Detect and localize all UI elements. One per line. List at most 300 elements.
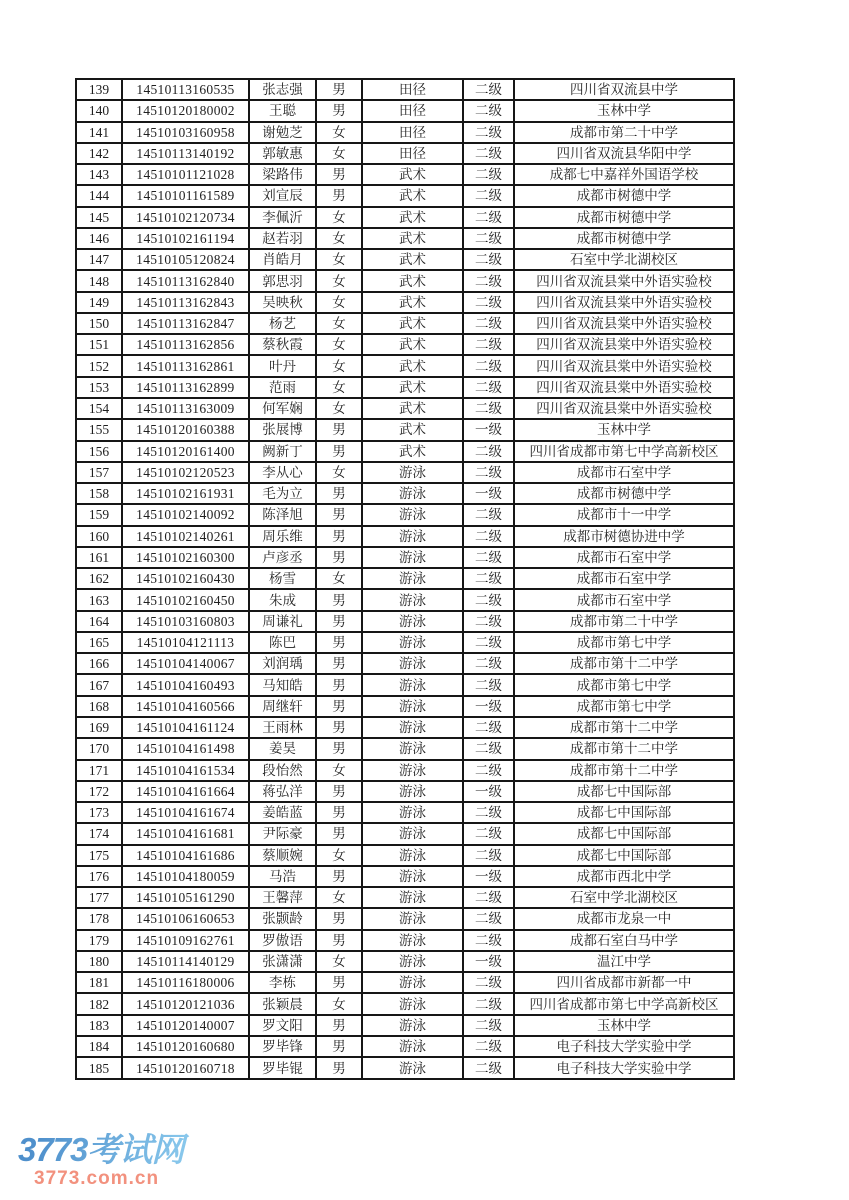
table-row [76, 419, 734, 440]
table-row [76, 1036, 734, 1057]
cell-name: 李栋 [249, 972, 316, 993]
table-row [76, 313, 734, 334]
cell-school: 四川省双流县华阳中学 [514, 143, 734, 164]
cell-name: 周继轩 [249, 696, 316, 717]
cell-sport: 游泳 [362, 526, 463, 547]
cell-index: 169 [76, 717, 122, 738]
cell-level: 二级 [463, 377, 514, 398]
table-row [76, 334, 734, 355]
cell-sport: 田径 [362, 79, 463, 100]
cell-registration_number: 14510104140067 [122, 653, 249, 674]
cell-sport: 游泳 [362, 462, 463, 483]
cell-registration_number: 14510113162856 [122, 334, 249, 355]
cell-level: 二级 [463, 249, 514, 270]
cell-sport: 游泳 [362, 951, 463, 972]
table-row [76, 696, 734, 717]
cell-school: 成都石室白马中学 [514, 930, 734, 951]
cell-level: 二级 [463, 207, 514, 228]
cell-name: 罗毕锟 [249, 1057, 316, 1079]
cell-gender: 女 [316, 568, 362, 589]
cell-sport: 游泳 [362, 993, 463, 1014]
cell-school: 成都市西北中学 [514, 866, 734, 887]
cell-registration_number: 14510102161931 [122, 483, 249, 504]
cell-school: 成都市龙泉一中 [514, 908, 734, 929]
cell-index: 176 [76, 866, 122, 887]
cell-level: 二级 [463, 653, 514, 674]
cell-registration_number: 14510102161194 [122, 228, 249, 249]
cell-level: 二级 [463, 504, 514, 525]
cell-registration_number: 14510102120734 [122, 207, 249, 228]
table-row [76, 887, 734, 908]
cell-sport: 游泳 [362, 632, 463, 653]
cell-name: 陈巴 [249, 632, 316, 653]
cell-level: 二级 [463, 908, 514, 929]
cell-index: 185 [76, 1057, 122, 1079]
cell-name: 梁路伟 [249, 164, 316, 185]
cell-sport: 游泳 [362, 568, 463, 589]
table-row [76, 866, 734, 887]
cell-school: 玉林中学 [514, 100, 734, 121]
table-row [76, 972, 734, 993]
cell-school: 成都七中国际部 [514, 802, 734, 823]
cell-index: 166 [76, 653, 122, 674]
cell-registration_number: 14510102140092 [122, 504, 249, 525]
cell-name: 尹际豪 [249, 823, 316, 844]
cell-name: 罗毕锋 [249, 1036, 316, 1057]
cell-name: 朱成 [249, 589, 316, 610]
cell-sport: 武术 [362, 228, 463, 249]
cell-school: 四川省双流县中学 [514, 79, 734, 100]
cell-level: 二级 [463, 292, 514, 313]
table-row [76, 1015, 734, 1036]
table-row [76, 674, 734, 695]
cell-sport: 游泳 [362, 887, 463, 908]
cell-sport: 游泳 [362, 547, 463, 568]
cell-school: 成都市第七中学 [514, 632, 734, 653]
cell-gender: 女 [316, 270, 362, 291]
cell-gender: 男 [316, 696, 362, 717]
cell-level: 二级 [463, 738, 514, 759]
cell-school: 成都七中国际部 [514, 823, 734, 844]
cell-name: 吴映秋 [249, 292, 316, 313]
cell-level: 二级 [463, 568, 514, 589]
cell-gender: 男 [316, 100, 362, 121]
cell-index: 158 [76, 483, 122, 504]
cell-sport: 游泳 [362, 611, 463, 632]
cell-school: 四川省双流县棠中外语实验校 [514, 355, 734, 376]
cell-name: 王聪 [249, 100, 316, 121]
cell-index: 170 [76, 738, 122, 759]
table-row [76, 292, 734, 313]
cell-level: 二级 [463, 674, 514, 695]
cell-index: 162 [76, 568, 122, 589]
cell-level: 二级 [463, 632, 514, 653]
cell-name: 李佩沂 [249, 207, 316, 228]
cell-registration_number: 14510113163009 [122, 398, 249, 419]
cell-registration_number: 14510101121028 [122, 164, 249, 185]
table-row [76, 79, 734, 100]
cell-school: 成都市第十二中学 [514, 653, 734, 674]
table-row [76, 207, 734, 228]
cell-sport: 武术 [362, 249, 463, 270]
cell-level: 二级 [463, 100, 514, 121]
cell-registration_number: 14510104161681 [122, 823, 249, 844]
table-row [76, 802, 734, 823]
cell-sport: 游泳 [362, 504, 463, 525]
cell-sport: 田径 [362, 100, 463, 121]
cell-name: 李从心 [249, 462, 316, 483]
cell-school: 成都市第二十中学 [514, 122, 734, 143]
cell-level: 二级 [463, 122, 514, 143]
cell-level: 二级 [463, 79, 514, 100]
cell-gender: 女 [316, 143, 362, 164]
cell-school: 成都七中国际部 [514, 781, 734, 802]
cell-registration_number: 14510103160803 [122, 611, 249, 632]
cell-school: 四川省双流县棠中外语实验校 [514, 398, 734, 419]
cell-gender: 男 [316, 547, 362, 568]
cell-name: 罗傲语 [249, 930, 316, 951]
cell-name: 阙新丁 [249, 441, 316, 462]
cell-index: 161 [76, 547, 122, 568]
cell-index: 168 [76, 696, 122, 717]
cell-sport: 游泳 [362, 781, 463, 802]
cell-gender: 男 [316, 674, 362, 695]
cell-registration_number: 14510120160388 [122, 419, 249, 440]
table-row [76, 377, 734, 398]
cell-school: 成都市石室中学 [514, 462, 734, 483]
cell-gender: 女 [316, 398, 362, 419]
cell-gender: 男 [316, 823, 362, 844]
cell-name: 段怡然 [249, 760, 316, 781]
cell-sport: 游泳 [362, 674, 463, 695]
cell-sport: 游泳 [362, 908, 463, 929]
cell-sport: 游泳 [362, 1036, 463, 1057]
cell-gender: 女 [316, 887, 362, 908]
cell-gender: 男 [316, 441, 362, 462]
cell-registration_number: 14510113140192 [122, 143, 249, 164]
cell-sport: 游泳 [362, 845, 463, 866]
cell-gender: 女 [316, 334, 362, 355]
cell-registration_number: 14510113162840 [122, 270, 249, 291]
cell-school: 成都市十一中学 [514, 504, 734, 525]
cell-sport: 游泳 [362, 1057, 463, 1079]
cell-gender: 女 [316, 951, 362, 972]
table-row [76, 270, 734, 291]
cell-index: 152 [76, 355, 122, 376]
cell-level: 二级 [463, 526, 514, 547]
cell-gender: 女 [316, 313, 362, 334]
cell-sport: 游泳 [362, 483, 463, 504]
table-row [76, 441, 734, 462]
cell-name: 周乐维 [249, 526, 316, 547]
table-row [76, 951, 734, 972]
table-row [76, 908, 734, 929]
cell-level: 二级 [463, 611, 514, 632]
cell-gender: 男 [316, 717, 362, 738]
cell-gender: 男 [316, 930, 362, 951]
cell-gender: 女 [316, 292, 362, 313]
cell-registration_number: 14510104160493 [122, 674, 249, 695]
cell-name: 范雨 [249, 377, 316, 398]
cell-name: 何军娴 [249, 398, 316, 419]
athlete-results-table [75, 78, 735, 1080]
cell-index: 163 [76, 589, 122, 610]
cell-index: 181 [76, 972, 122, 993]
cell-sport: 武术 [362, 355, 463, 376]
table-row [76, 993, 734, 1014]
cell-level: 二级 [463, 270, 514, 291]
cell-gender: 男 [316, 653, 362, 674]
cell-level: 一级 [463, 781, 514, 802]
cell-index: 171 [76, 760, 122, 781]
cell-level: 一级 [463, 419, 514, 440]
cell-level: 二级 [463, 717, 514, 738]
cell-registration_number: 14510113162861 [122, 355, 249, 376]
cell-school: 成都市树德中学 [514, 483, 734, 504]
cell-gender: 男 [316, 738, 362, 759]
cell-registration_number: 14510104121113 [122, 632, 249, 653]
cell-index: 182 [76, 993, 122, 1014]
cell-name: 杨雪 [249, 568, 316, 589]
cell-school: 电子科技大学实验中学 [514, 1036, 734, 1057]
cell-registration_number: 14510102160450 [122, 589, 249, 610]
cell-school: 温江中学 [514, 951, 734, 972]
cell-sport: 游泳 [362, 972, 463, 993]
cell-name: 王雨林 [249, 717, 316, 738]
cell-school: 四川省双流县棠中外语实验校 [514, 270, 734, 291]
cell-index: 142 [76, 143, 122, 164]
cell-gender: 男 [316, 781, 362, 802]
cell-level: 二级 [463, 355, 514, 376]
cell-school: 成都市第十二中学 [514, 738, 734, 759]
cell-gender: 女 [316, 377, 362, 398]
cell-index: 148 [76, 270, 122, 291]
cell-name: 马浩 [249, 866, 316, 887]
cell-name: 张潇潇 [249, 951, 316, 972]
cell-gender: 男 [316, 802, 362, 823]
cell-level: 二级 [463, 441, 514, 462]
cell-gender: 男 [316, 1036, 362, 1057]
cell-sport: 武术 [362, 270, 463, 291]
cell-registration_number: 14510114140129 [122, 951, 249, 972]
cell-registration_number: 14510120160680 [122, 1036, 249, 1057]
table-row [76, 398, 734, 419]
cell-school: 成都市树德中学 [514, 228, 734, 249]
cell-school: 玉林中学 [514, 1015, 734, 1036]
cell-registration_number: 14510102160430 [122, 568, 249, 589]
cell-school: 成都市树德中学 [514, 185, 734, 206]
cell-index: 177 [76, 887, 122, 908]
cell-level: 一级 [463, 951, 514, 972]
cell-level: 二级 [463, 143, 514, 164]
cell-gender: 男 [316, 185, 362, 206]
cell-index: 147 [76, 249, 122, 270]
results-table-body [76, 79, 734, 1079]
table-row [76, 249, 734, 270]
table-row [76, 547, 734, 568]
cell-sport: 武术 [362, 313, 463, 334]
table-row [76, 632, 734, 653]
cell-gender: 男 [316, 526, 362, 547]
cell-sport: 武术 [362, 334, 463, 355]
cell-level: 二级 [463, 993, 514, 1014]
table-row [76, 504, 734, 525]
cell-registration_number: 14510102140261 [122, 526, 249, 547]
cell-school: 成都七中国际部 [514, 845, 734, 866]
table-row [76, 589, 734, 610]
cell-registration_number: 14510120160718 [122, 1057, 249, 1079]
table-row [76, 781, 734, 802]
cell-school: 玉林中学 [514, 419, 734, 440]
cell-index: 174 [76, 823, 122, 844]
cell-level: 二级 [463, 164, 514, 185]
cell-registration_number: 14510113162847 [122, 313, 249, 334]
table-row [76, 185, 734, 206]
cell-index: 140 [76, 100, 122, 121]
cell-school: 成都七中嘉祥外国语学校 [514, 164, 734, 185]
table-row [76, 823, 734, 844]
cell-sport: 武术 [362, 185, 463, 206]
cell-sport: 武术 [362, 441, 463, 462]
table-row [76, 568, 734, 589]
cell-level: 一级 [463, 866, 514, 887]
cell-gender: 女 [316, 207, 362, 228]
cell-school: 成都市树德中学 [514, 207, 734, 228]
cell-name: 郭思羽 [249, 270, 316, 291]
cell-level: 二级 [463, 398, 514, 419]
cell-gender: 男 [316, 79, 362, 100]
cell-name: 蒋弘洋 [249, 781, 316, 802]
table-row [76, 143, 734, 164]
table-row [76, 717, 734, 738]
cell-level: 二级 [463, 547, 514, 568]
cell-name: 刘宣辰 [249, 185, 316, 206]
cell-sport: 田径 [362, 122, 463, 143]
cell-sport: 武术 [362, 377, 463, 398]
cell-name: 郭敏惠 [249, 143, 316, 164]
cell-name: 张展博 [249, 419, 316, 440]
cell-index: 178 [76, 908, 122, 929]
cell-gender: 男 [316, 589, 362, 610]
cell-registration_number: 14510113162899 [122, 377, 249, 398]
cell-name: 马知皓 [249, 674, 316, 695]
cell-school: 成都市树德协进中学 [514, 526, 734, 547]
table-row [76, 653, 734, 674]
cell-gender: 男 [316, 164, 362, 185]
cell-index: 155 [76, 419, 122, 440]
cell-name: 姜昊 [249, 738, 316, 759]
cell-name: 毛为立 [249, 483, 316, 504]
cell-index: 167 [76, 674, 122, 695]
table-row [76, 526, 734, 547]
cell-school: 四川省成都市新都一中 [514, 972, 734, 993]
cell-name: 张志强 [249, 79, 316, 100]
cell-registration_number: 14510120180002 [122, 100, 249, 121]
table-row [76, 483, 734, 504]
cell-name: 陈泽旭 [249, 504, 316, 525]
cell-registration_number: 14510104161686 [122, 845, 249, 866]
site-logo [18, 1133, 218, 1188]
cell-registration_number: 14510104161498 [122, 738, 249, 759]
cell-gender: 男 [316, 504, 362, 525]
cell-sport: 游泳 [362, 738, 463, 759]
cell-level: 二级 [463, 1015, 514, 1036]
cell-sport: 武术 [362, 292, 463, 313]
cell-level: 一级 [463, 483, 514, 504]
cell-registration_number: 14510120140007 [122, 1015, 249, 1036]
table-row [76, 611, 734, 632]
cell-sport: 游泳 [362, 696, 463, 717]
cell-registration_number: 14510113160535 [122, 79, 249, 100]
cell-level: 二级 [463, 972, 514, 993]
cell-school: 四川省双流县棠中外语实验校 [514, 313, 734, 334]
table-row [76, 355, 734, 376]
cell-registration_number: 14510101161589 [122, 185, 249, 206]
cell-school: 四川省成都市第七中学高新校区 [514, 441, 734, 462]
table-row [76, 1057, 734, 1079]
cell-school: 石室中学北湖校区 [514, 249, 734, 270]
cell-registration_number: 14510104180059 [122, 866, 249, 887]
cell-registration_number: 14510120121036 [122, 993, 249, 1014]
cell-registration_number: 14510104161534 [122, 760, 249, 781]
table-row [76, 228, 734, 249]
cell-gender: 女 [316, 760, 362, 781]
cell-sport: 游泳 [362, 717, 463, 738]
cell-sport: 游泳 [362, 1015, 463, 1036]
cell-registration_number: 14510104161124 [122, 717, 249, 738]
cell-name: 罗文阳 [249, 1015, 316, 1036]
table-row [76, 462, 734, 483]
cell-gender: 男 [316, 972, 362, 993]
cell-registration_number: 14510120161400 [122, 441, 249, 462]
cell-name: 蔡顺婉 [249, 845, 316, 866]
cell-gender: 男 [316, 1015, 362, 1036]
cell-sport: 游泳 [362, 760, 463, 781]
cell-index: 154 [76, 398, 122, 419]
cell-school: 成都市石室中学 [514, 547, 734, 568]
cell-index: 149 [76, 292, 122, 313]
cell-index: 146 [76, 228, 122, 249]
cell-gender: 女 [316, 355, 362, 376]
cell-name: 蔡秋霞 [249, 334, 316, 355]
cell-school: 成都市第七中学 [514, 674, 734, 695]
cell-index: 144 [76, 185, 122, 206]
cell-gender: 男 [316, 908, 362, 929]
cell-name: 卢彦丞 [249, 547, 316, 568]
cell-index: 145 [76, 207, 122, 228]
cell-sport: 游泳 [362, 823, 463, 844]
cell-name: 周谦礼 [249, 611, 316, 632]
cell-level: 二级 [463, 887, 514, 908]
cell-level: 二级 [463, 760, 514, 781]
cell-index: 139 [76, 79, 122, 100]
table-row [76, 760, 734, 781]
cell-name: 赵若羽 [249, 228, 316, 249]
cell-index: 173 [76, 802, 122, 823]
cell-school: 成都市第十二中学 [514, 717, 734, 738]
cell-gender: 女 [316, 122, 362, 143]
cell-sport: 田径 [362, 143, 463, 164]
cell-school: 成都市石室中学 [514, 568, 734, 589]
cell-gender: 女 [316, 228, 362, 249]
cell-index: 164 [76, 611, 122, 632]
cell-index: 156 [76, 441, 122, 462]
cell-index: 143 [76, 164, 122, 185]
cell-gender: 男 [316, 866, 362, 887]
cell-sport: 游泳 [362, 930, 463, 951]
cell-name: 叶丹 [249, 355, 316, 376]
table-row [76, 845, 734, 866]
